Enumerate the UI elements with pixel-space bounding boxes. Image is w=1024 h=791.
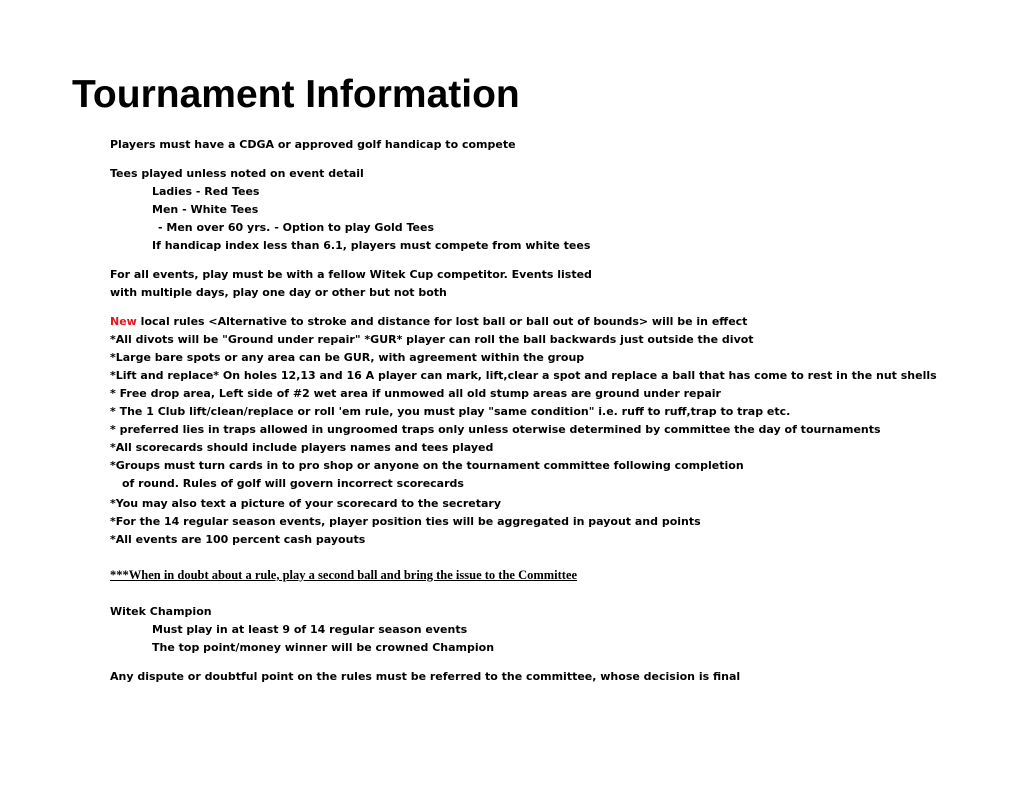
local-rule-item: *Groups must turn cards in to pro shop or anyone on the tournament committee following completion bbox=[110, 459, 744, 472]
local-rule-item: *Large bare spots or any area can be GUR, with agreement within the group bbox=[110, 351, 585, 364]
local-rule-item: *All events are 100 percent cash payouts bbox=[110, 533, 366, 546]
tees-ladies: Ladies - Red Tees bbox=[152, 185, 260, 198]
local-rule-item-continuation: of round. Rules of golf will govern incorrect scorecards bbox=[122, 477, 464, 490]
champion-heading: Witek Champion bbox=[110, 605, 212, 618]
handicap-requirement: Players must have a CDGA or approved golf handicap to compete bbox=[110, 138, 516, 151]
doubt-note: ***When in doubt about a rule, play a second ball and bring the issue to the Committee bbox=[110, 568, 578, 582]
local-rule-item: *Lift and replace* On holes 12,13 and 16 A player can mark, lift,clear a spot and replace a ball that has come to rest in the nut shells bbox=[110, 369, 937, 382]
tees-handicap-rule: If handicap index less than 6.1, players must compete from white tees bbox=[152, 239, 591, 252]
local-rule-item: *For the 14 regular season events, player position ties will be aggregated in payout and points bbox=[110, 515, 701, 528]
tees-heading: Tees played unless noted on event detail bbox=[110, 167, 364, 180]
local-rules-heading-text: local rules <Alternative to stroke and distance for lost ball or ball out of bounds> will be in effect bbox=[136, 315, 748, 328]
local-rule-item: *All divots will be "Ground under repair" *GUR* player can roll the ball backwards just outside the divot bbox=[110, 333, 754, 346]
page-title: Tournament Information bbox=[72, 73, 520, 116]
tees-men: Men - White Tees bbox=[152, 203, 259, 216]
local-rule-item: * preferred lies in traps allowed in ungroomed traps only unless oterwise determined by committee the day of tournaments bbox=[110, 423, 881, 436]
champion-rule-1: Must play in at least 9 of 14 regular season events bbox=[152, 623, 468, 636]
champion-rule-2: The top point/money winner will be crowned Champion bbox=[152, 641, 495, 654]
new-label: New bbox=[110, 315, 137, 328]
local-rule-item: * Free drop area, Left side of #2 wet area if unmowed all old stump areas are ground under repair bbox=[110, 387, 721, 400]
local-rule-item: * The 1 Club lift/clean/replace or roll 'em rule, you must play "same condition" i.e. ruff to ruff,trap to trap etc. bbox=[110, 405, 791, 418]
events-rule-line-2: with multiple days, play one day or other but not both bbox=[110, 286, 447, 299]
local-rules-heading bbox=[110, 315, 747, 329]
local-rule-item: *You may also text a picture of your scorecard to the secretary bbox=[110, 497, 502, 510]
dispute-statement: Any dispute or doubtful point on the rules must be referred to the committee, whose decision is final bbox=[110, 670, 741, 683]
events-rule-line-1: For all events, play must be with a fellow Witek Cup competitor. Events listed bbox=[110, 268, 592, 281]
tees-men-over-60: - Men over 60 yrs. - Option to play Gold Tees bbox=[158, 221, 435, 234]
local-rule-item: *All scorecards should include players names and tees played bbox=[110, 441, 494, 454]
